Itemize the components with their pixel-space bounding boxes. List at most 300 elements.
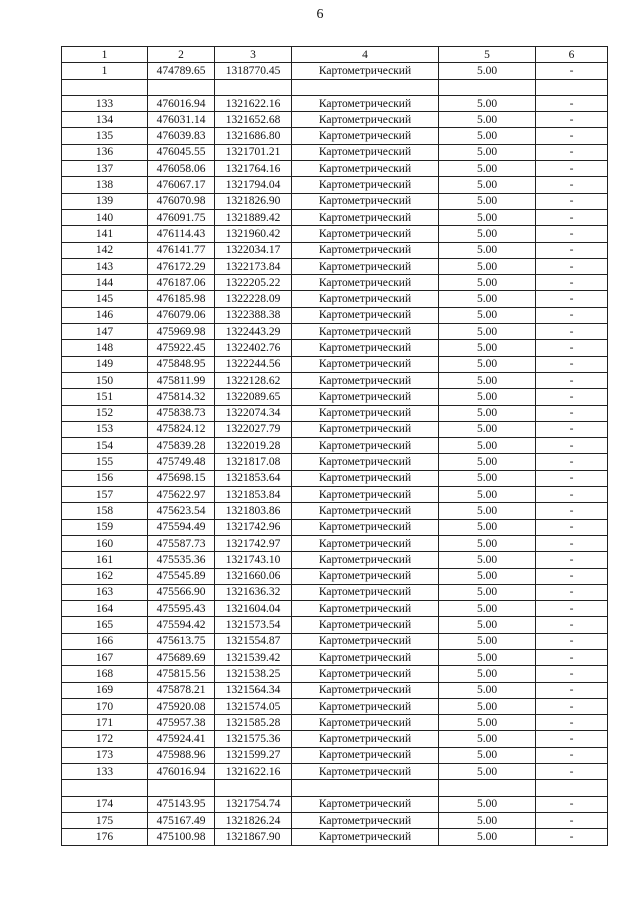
table-cell: - bbox=[536, 112, 608, 128]
table-cell: - bbox=[536, 258, 608, 274]
table-cell: 475143.95 bbox=[148, 796, 215, 812]
table-cell: 5.00 bbox=[439, 454, 536, 470]
table-cell: 136 bbox=[62, 144, 148, 160]
table-cell: 138 bbox=[62, 177, 148, 193]
table-cell: 476185.98 bbox=[148, 291, 215, 307]
table-cell: 5.00 bbox=[439, 258, 536, 274]
table-cell: 162 bbox=[62, 568, 148, 584]
table-cell: 5.00 bbox=[439, 356, 536, 372]
table-cell: 1321742.97 bbox=[215, 535, 292, 551]
table-cell: 1322034.17 bbox=[215, 242, 292, 258]
table-row bbox=[62, 617, 608, 633]
table-gap-row bbox=[62, 79, 608, 95]
table-cell: - bbox=[536, 209, 608, 225]
table-cell: 475698.15 bbox=[148, 470, 215, 486]
table-row bbox=[62, 63, 608, 79]
table-cell: 476045.55 bbox=[148, 144, 215, 160]
table-cell: Картометрический bbox=[292, 258, 439, 274]
table-cell: 475920.08 bbox=[148, 698, 215, 714]
table-cell: 5.00 bbox=[439, 209, 536, 225]
table-cell: 5.00 bbox=[439, 144, 536, 160]
table-cell: 1321764.16 bbox=[215, 161, 292, 177]
table-cell: 5.00 bbox=[439, 372, 536, 388]
table-cell: 1321554.87 bbox=[215, 633, 292, 649]
table-cell: 5.00 bbox=[439, 291, 536, 307]
table-cell: 163 bbox=[62, 584, 148, 600]
empty-cell bbox=[292, 79, 439, 95]
table-row bbox=[62, 161, 608, 177]
table-cell: 1321538.25 bbox=[215, 666, 292, 682]
table-cell: 1322402.76 bbox=[215, 340, 292, 356]
table-cell: - bbox=[536, 617, 608, 633]
table-cell: Картометрический bbox=[292, 161, 439, 177]
table-cell: 5.00 bbox=[439, 552, 536, 568]
table-cell: 1321575.36 bbox=[215, 731, 292, 747]
table-cell: - bbox=[536, 519, 608, 535]
table-cell: 5.00 bbox=[439, 487, 536, 503]
table-cell: 476079.06 bbox=[148, 307, 215, 323]
table-cell: 134 bbox=[62, 112, 148, 128]
table-cell: 475545.89 bbox=[148, 568, 215, 584]
table-cell: 475623.54 bbox=[148, 503, 215, 519]
table-gap-row bbox=[62, 780, 608, 796]
table-row bbox=[62, 487, 608, 503]
empty-cell bbox=[148, 79, 215, 95]
table-cell: - bbox=[536, 372, 608, 388]
table-cell: Картометрический bbox=[292, 584, 439, 600]
table-cell: 1 bbox=[62, 63, 148, 79]
table-cell: Картометрический bbox=[292, 568, 439, 584]
table-row bbox=[62, 340, 608, 356]
table-cell: 5.00 bbox=[439, 307, 536, 323]
table-cell: - bbox=[536, 128, 608, 144]
table-cell: 133 bbox=[62, 95, 148, 111]
table-cell: 1321539.42 bbox=[215, 649, 292, 665]
table-row bbox=[62, 275, 608, 291]
table-cell: 5.00 bbox=[439, 731, 536, 747]
table-cell: 5.00 bbox=[439, 193, 536, 209]
table-cell: 475100.98 bbox=[148, 829, 215, 845]
table-cell: 1321803.86 bbox=[215, 503, 292, 519]
table-cell: 5.00 bbox=[439, 519, 536, 535]
table-cell: 174 bbox=[62, 796, 148, 812]
table-cell: 137 bbox=[62, 161, 148, 177]
table-cell: - bbox=[536, 470, 608, 486]
table-cell: Картометрический bbox=[292, 209, 439, 225]
table-cell: 175 bbox=[62, 812, 148, 828]
table-row bbox=[62, 649, 608, 665]
table-cell: Картометрический bbox=[292, 617, 439, 633]
table-row bbox=[62, 747, 608, 763]
empty-cell bbox=[215, 780, 292, 796]
table-row bbox=[62, 193, 608, 209]
table-cell: 5.00 bbox=[439, 405, 536, 421]
table-cell: 1321622.16 bbox=[215, 95, 292, 111]
table-cell: - bbox=[536, 666, 608, 682]
coordinates-table bbox=[61, 46, 608, 846]
table-cell: 167 bbox=[62, 649, 148, 665]
table-cell: Картометрический bbox=[292, 649, 439, 665]
table-row bbox=[62, 601, 608, 617]
table-cell: 5.00 bbox=[439, 584, 536, 600]
table-cell: Картометрический bbox=[292, 470, 439, 486]
table-cell: - bbox=[536, 63, 608, 79]
table-cell: Картометрический bbox=[292, 144, 439, 160]
table-cell: 5.00 bbox=[439, 633, 536, 649]
header-cell: 6 bbox=[536, 47, 608, 63]
table-cell: 1321743.10 bbox=[215, 552, 292, 568]
table-cell: Картометрический bbox=[292, 291, 439, 307]
table-row bbox=[62, 633, 608, 649]
table-cell: 5.00 bbox=[439, 112, 536, 128]
table-row bbox=[62, 356, 608, 372]
table-cell: Картометрический bbox=[292, 487, 439, 503]
table-cell: 135 bbox=[62, 128, 148, 144]
table-cell: Картометрический bbox=[292, 177, 439, 193]
header-row bbox=[62, 47, 608, 63]
table-cell: 146 bbox=[62, 307, 148, 323]
table-cell: 475595.43 bbox=[148, 601, 215, 617]
table-cell: Картометрический bbox=[292, 633, 439, 649]
table-row bbox=[62, 389, 608, 405]
table-row bbox=[62, 177, 608, 193]
table-cell: 1322128.62 bbox=[215, 372, 292, 388]
table-cell: 1322074.34 bbox=[215, 405, 292, 421]
table-cell: - bbox=[536, 535, 608, 551]
table-cell: 172 bbox=[62, 731, 148, 747]
table-cell: 1321794.04 bbox=[215, 177, 292, 193]
table-cell: 1321701.21 bbox=[215, 144, 292, 160]
table-cell: 474789.65 bbox=[148, 63, 215, 79]
empty-cell bbox=[215, 79, 292, 95]
table-cell: 1321853.84 bbox=[215, 487, 292, 503]
table-cell: 5.00 bbox=[439, 226, 536, 242]
table-cell: Картометрический bbox=[292, 715, 439, 731]
header-cell: 3 bbox=[215, 47, 292, 63]
table-cell: - bbox=[536, 405, 608, 421]
table-cell: 475815.56 bbox=[148, 666, 215, 682]
table-cell: - bbox=[536, 487, 608, 503]
table-cell: 5.00 bbox=[439, 161, 536, 177]
table-cell: 170 bbox=[62, 698, 148, 714]
table-row bbox=[62, 307, 608, 323]
table-cell: - bbox=[536, 324, 608, 340]
table-cell: 475594.49 bbox=[148, 519, 215, 535]
table-cell: 5.00 bbox=[439, 666, 536, 682]
table-cell: 475749.48 bbox=[148, 454, 215, 470]
table-cell: - bbox=[536, 340, 608, 356]
table-cell: - bbox=[536, 275, 608, 291]
table-cell: - bbox=[536, 764, 608, 780]
table-row bbox=[62, 829, 608, 845]
table-row bbox=[62, 812, 608, 828]
table-cell: 5.00 bbox=[439, 470, 536, 486]
table-cell: - bbox=[536, 389, 608, 405]
table-cell: 475613.75 bbox=[148, 633, 215, 649]
table-cell: 158 bbox=[62, 503, 148, 519]
table-row bbox=[62, 258, 608, 274]
table-cell: 1321960.42 bbox=[215, 226, 292, 242]
table-cell: 5.00 bbox=[439, 275, 536, 291]
table-cell: 1321652.68 bbox=[215, 112, 292, 128]
table-cell: 143 bbox=[62, 258, 148, 274]
table-cell: Картометрический bbox=[292, 552, 439, 568]
table-cell: 1321574.05 bbox=[215, 698, 292, 714]
table-cell: - bbox=[536, 291, 608, 307]
empty-cell bbox=[292, 780, 439, 796]
table-cell: Картометрический bbox=[292, 372, 439, 388]
table-cell: 476187.06 bbox=[148, 275, 215, 291]
table-row bbox=[62, 796, 608, 812]
table-cell: 5.00 bbox=[439, 503, 536, 519]
table-cell: 1321853.64 bbox=[215, 470, 292, 486]
table-cell: 1321826.24 bbox=[215, 812, 292, 828]
table-cell: Картометрический bbox=[292, 698, 439, 714]
table-cell: - bbox=[536, 552, 608, 568]
table-cell: Картометрический bbox=[292, 112, 439, 128]
table-cell: 1321686.80 bbox=[215, 128, 292, 144]
table-cell: - bbox=[536, 698, 608, 714]
table-cell: 475814.32 bbox=[148, 389, 215, 405]
empty-cell bbox=[536, 79, 608, 95]
table-cell: - bbox=[536, 438, 608, 454]
table-cell: 161 bbox=[62, 552, 148, 568]
table-body bbox=[62, 63, 608, 845]
table-cell: 475811.99 bbox=[148, 372, 215, 388]
table-cell: 5.00 bbox=[439, 63, 536, 79]
table-cell: Картометрический bbox=[292, 731, 439, 747]
table-cell: Картометрический bbox=[292, 405, 439, 421]
table-cell: 5.00 bbox=[439, 698, 536, 714]
table-row bbox=[62, 405, 608, 421]
table-row bbox=[62, 291, 608, 307]
table-cell: 165 bbox=[62, 617, 148, 633]
empty-cell bbox=[148, 780, 215, 796]
table-cell: 1322388.38 bbox=[215, 307, 292, 323]
table-cell: 475824.12 bbox=[148, 421, 215, 437]
empty-cell bbox=[439, 780, 536, 796]
table-row bbox=[62, 470, 608, 486]
table-row bbox=[62, 715, 608, 731]
table-cell: 475924.41 bbox=[148, 731, 215, 747]
table-cell: Картометрический bbox=[292, 503, 439, 519]
table-cell: Картометрический bbox=[292, 63, 439, 79]
table-cell: 476114.43 bbox=[148, 226, 215, 242]
table-cell: 153 bbox=[62, 421, 148, 437]
table-cell: 152 bbox=[62, 405, 148, 421]
table-cell: 145 bbox=[62, 291, 148, 307]
table-cell: 1322089.65 bbox=[215, 389, 292, 405]
table-cell: 160 bbox=[62, 535, 148, 551]
table-cell: - bbox=[536, 584, 608, 600]
table-cell: - bbox=[536, 226, 608, 242]
table-cell: 1321599.27 bbox=[215, 747, 292, 763]
table-cell: 475167.49 bbox=[148, 812, 215, 828]
table-cell: 1321622.16 bbox=[215, 764, 292, 780]
table-row bbox=[62, 438, 608, 454]
table-cell: 5.00 bbox=[439, 829, 536, 845]
table-cell: - bbox=[536, 747, 608, 763]
table-cell: 141 bbox=[62, 226, 148, 242]
table-cell: 1321636.32 bbox=[215, 584, 292, 600]
header-cell: 1 bbox=[62, 47, 148, 63]
table-cell: 1322173.84 bbox=[215, 258, 292, 274]
table-cell: 5.00 bbox=[439, 438, 536, 454]
table-cell: 5.00 bbox=[439, 601, 536, 617]
table-row bbox=[62, 324, 608, 340]
table-cell: 1322228.09 bbox=[215, 291, 292, 307]
table-cell: - bbox=[536, 503, 608, 519]
table-cell: Картометрический bbox=[292, 340, 439, 356]
table-row bbox=[62, 535, 608, 551]
table-cell: 1321742.96 bbox=[215, 519, 292, 535]
table-cell: 154 bbox=[62, 438, 148, 454]
table-cell: 159 bbox=[62, 519, 148, 535]
table-cell: 5.00 bbox=[439, 389, 536, 405]
table-cell: - bbox=[536, 307, 608, 323]
table-cell: 475587.73 bbox=[148, 535, 215, 551]
empty-cell bbox=[62, 780, 148, 796]
table-row bbox=[62, 552, 608, 568]
empty-cell bbox=[62, 79, 148, 95]
table-row bbox=[62, 242, 608, 258]
table-row bbox=[62, 209, 608, 225]
table-row bbox=[62, 666, 608, 682]
table-cell: - bbox=[536, 161, 608, 177]
table-cell: Картометрический bbox=[292, 242, 439, 258]
table-cell: Картометрический bbox=[292, 438, 439, 454]
table-row bbox=[62, 372, 608, 388]
table-cell: 5.00 bbox=[439, 747, 536, 763]
table-cell: 173 bbox=[62, 747, 148, 763]
header-cell: 2 bbox=[148, 47, 215, 63]
table-cell: Картометрический bbox=[292, 747, 439, 763]
table-cell: Картометрический bbox=[292, 601, 439, 617]
table-cell: 1321826.90 bbox=[215, 193, 292, 209]
table-cell: 164 bbox=[62, 601, 148, 617]
table-cell: 1322443.29 bbox=[215, 324, 292, 340]
table-cell: - bbox=[536, 568, 608, 584]
table-cell: - bbox=[536, 812, 608, 828]
table-cell: 1321754.74 bbox=[215, 796, 292, 812]
table-row bbox=[62, 568, 608, 584]
table-cell: 5.00 bbox=[439, 340, 536, 356]
table-cell: Картометрический bbox=[292, 95, 439, 111]
empty-cell bbox=[536, 780, 608, 796]
table-cell: 1322019.28 bbox=[215, 438, 292, 454]
table-row bbox=[62, 144, 608, 160]
table-cell: 475838.73 bbox=[148, 405, 215, 421]
table-cell: Картометрический bbox=[292, 128, 439, 144]
table-cell: 5.00 bbox=[439, 177, 536, 193]
table-cell: - bbox=[536, 144, 608, 160]
table-cell: 5.00 bbox=[439, 764, 536, 780]
table-cell: Картометрический bbox=[292, 275, 439, 291]
table-cell: 169 bbox=[62, 682, 148, 698]
table-row bbox=[62, 764, 608, 780]
table-cell: 149 bbox=[62, 356, 148, 372]
table-cell: 5.00 bbox=[439, 649, 536, 665]
table-cell: 476141.77 bbox=[148, 242, 215, 258]
header-cell: 5 bbox=[439, 47, 536, 63]
table-cell: 5.00 bbox=[439, 95, 536, 111]
table-cell: 476091.75 bbox=[148, 209, 215, 225]
table-cell: Картометрический bbox=[292, 796, 439, 812]
table-row bbox=[62, 421, 608, 437]
table-cell: Картометрический bbox=[292, 829, 439, 845]
table-cell: 1318770.45 bbox=[215, 63, 292, 79]
table-cell: 5.00 bbox=[439, 617, 536, 633]
table-cell: 475535.36 bbox=[148, 552, 215, 568]
table-cell: 5.00 bbox=[439, 128, 536, 144]
table-cell: Картометрический bbox=[292, 519, 439, 535]
table-cell: 476031.14 bbox=[148, 112, 215, 128]
table-cell: Картометрический bbox=[292, 764, 439, 780]
table-cell: 5.00 bbox=[439, 568, 536, 584]
table-cell: 475566.90 bbox=[148, 584, 215, 600]
table-cell: - bbox=[536, 731, 608, 747]
table-row bbox=[62, 503, 608, 519]
table-cell: - bbox=[536, 177, 608, 193]
table-cell: 151 bbox=[62, 389, 148, 405]
table-cell: 1322027.79 bbox=[215, 421, 292, 437]
table-cell: 5.00 bbox=[439, 242, 536, 258]
table-cell: 1321604.04 bbox=[215, 601, 292, 617]
table-header bbox=[62, 47, 608, 63]
table-cell: 5.00 bbox=[439, 324, 536, 340]
table-cell: - bbox=[536, 95, 608, 111]
table-cell: 168 bbox=[62, 666, 148, 682]
table-cell: 142 bbox=[62, 242, 148, 258]
table-row bbox=[62, 682, 608, 698]
table-cell: 1321817.08 bbox=[215, 454, 292, 470]
table-cell: - bbox=[536, 242, 608, 258]
table-cell: 476016.94 bbox=[148, 764, 215, 780]
table-cell: Картометрический bbox=[292, 682, 439, 698]
table-cell: 475969.98 bbox=[148, 324, 215, 340]
table-cell: 1322244.56 bbox=[215, 356, 292, 372]
table-cell: - bbox=[536, 682, 608, 698]
table-cell: 147 bbox=[62, 324, 148, 340]
table-cell: 476016.94 bbox=[148, 95, 215, 111]
table-cell: 1321889.42 bbox=[215, 209, 292, 225]
table-cell: Картометрический bbox=[292, 356, 439, 372]
table-cell: 5.00 bbox=[439, 796, 536, 812]
table-cell: 176 bbox=[62, 829, 148, 845]
table-cell: 475839.28 bbox=[148, 438, 215, 454]
table-cell: - bbox=[536, 356, 608, 372]
table-cell: 475922.45 bbox=[148, 340, 215, 356]
table-cell: - bbox=[536, 454, 608, 470]
table-cell: 133 bbox=[62, 764, 148, 780]
table-cell: 1322205.22 bbox=[215, 275, 292, 291]
table-cell: 5.00 bbox=[439, 421, 536, 437]
table-cell: 476070.98 bbox=[148, 193, 215, 209]
table-cell: - bbox=[536, 601, 608, 617]
header-cell: 4 bbox=[292, 47, 439, 63]
table-cell: - bbox=[536, 829, 608, 845]
table-cell: 1321564.34 bbox=[215, 682, 292, 698]
table-cell: Картометрический bbox=[292, 193, 439, 209]
table-cell: 166 bbox=[62, 633, 148, 649]
table-cell: 171 bbox=[62, 715, 148, 731]
table-cell: Картометрический bbox=[292, 324, 439, 340]
table-cell: 475622.97 bbox=[148, 487, 215, 503]
table-row bbox=[62, 95, 608, 111]
table-cell: - bbox=[536, 796, 608, 812]
table-cell: 476039.83 bbox=[148, 128, 215, 144]
table-cell: 5.00 bbox=[439, 535, 536, 551]
